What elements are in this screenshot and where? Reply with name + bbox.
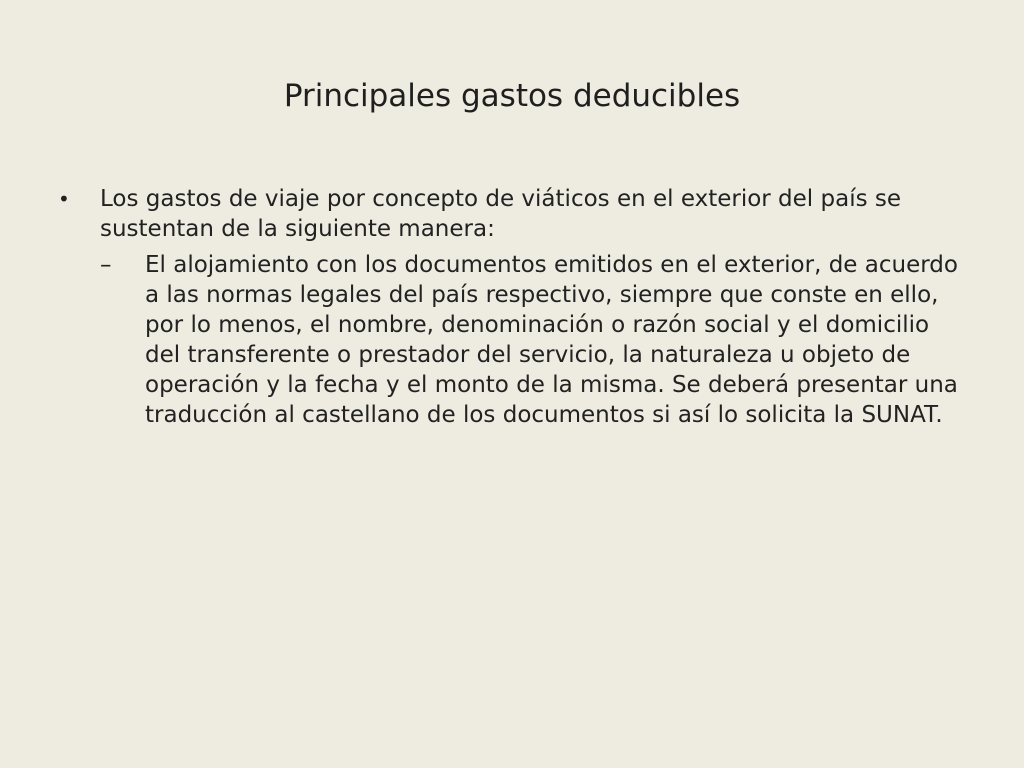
sub-bullet-item (100, 250, 958, 430)
bullet-item (58, 184, 958, 244)
sub-bullet-marker: – (100, 252, 112, 278)
slide-title: Principales gastos deducibles (283, 78, 741, 114)
bullet-text: Los gastos de viaje por concepto de viáticos en el exterior del país se sustentan de la siguiente manera: (100, 186, 902, 242)
bullet-marker: • (58, 187, 70, 211)
sub-bullet-text: El alojamiento con los documentos emitidos en el exterior, de acuerdo a las normas legales del país respectivo, siempre que conste en ello, por lo menos, el nombre, denominación o razón social y el domicilio del transferente o prestador del servicio, la naturaleza u objeto de operación y la fecha y el monto de la misma. Se deberá presentar una traducción al castellano de los documentos si así lo solicita la SUNAT. (145, 252, 958, 428)
slide-content (58, 184, 958, 430)
